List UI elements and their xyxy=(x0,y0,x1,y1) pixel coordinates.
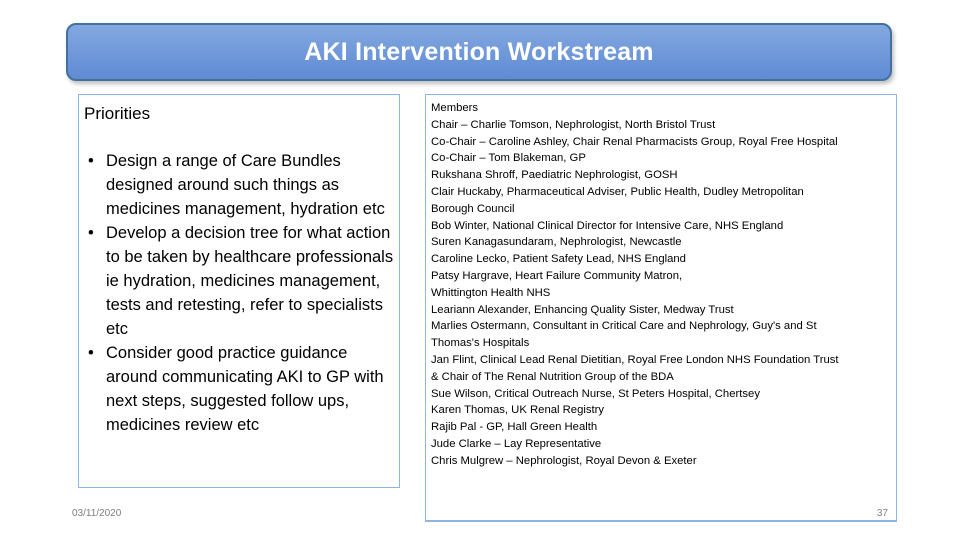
member-line: Clair Huckaby, Pharmaceutical Adviser, Public Health, Dudley Metropolitan xyxy=(431,185,804,198)
member-line: Sue Wilson, Critical Outreach Nurse, St Peters Hospital, Chertsey xyxy=(431,387,760,400)
member-line: & Chair of The Renal Nutrition Group of the BDA xyxy=(431,370,674,383)
member-line: Leariann Alexander, Enhancing Quality Sister, Medway Trust xyxy=(431,303,734,316)
priority-item xyxy=(79,341,399,437)
bullet-icon: • xyxy=(88,344,94,362)
priority-item xyxy=(79,221,399,341)
priority-text: Develop a decision tree for what action to be taken by healthcare professionals ie hydration, medicines management, tests and retesting, refer to specialists etc xyxy=(106,224,394,338)
member-line: Whittington Health NHS xyxy=(431,286,551,299)
member-line: Karen Thomas, UK Renal Registry xyxy=(431,404,605,417)
member-line: Suren Kanagasundaram, Nephrologist, Newcastle xyxy=(431,236,682,249)
member-line: Jan Flint, Clinical Lead Renal Dietitian, Royal Free London NHS Foundation Trust xyxy=(431,353,839,366)
priority-text: Consider good practice guidance around communicating AKI to GP with next steps, suggested follow ups, medicines review etc xyxy=(106,344,384,434)
priorities-list xyxy=(79,149,399,437)
priorities-heading: Priorities xyxy=(84,104,151,123)
member-line: Jude Clarke – Lay Representative xyxy=(431,437,602,450)
members-panel xyxy=(425,94,897,522)
slide-number: 37 xyxy=(876,508,888,519)
member-line: Co-Chair – Caroline Ashley, Chair Renal Pharmacists Group, Royal Free Hospital xyxy=(431,135,838,148)
member-line: Rukshana Shroff, Paediatric Nephrologist, GOSH xyxy=(431,169,678,182)
member-line: Chris Mulgrew – Nephrologist, Royal Devon & Exeter xyxy=(431,454,697,467)
member-line: Caroline Lecko, Patient Safety Lead, NHS England xyxy=(431,253,686,266)
priority-text: Design a range of Care Bundles designed around such things as medicines management, hydration etc xyxy=(106,152,385,218)
title-banner xyxy=(66,23,892,81)
priorities-panel xyxy=(78,94,400,488)
slide-title: AKI Intervention Workstream xyxy=(304,37,654,66)
bullet-icon: • xyxy=(88,224,94,242)
member-line: Thomas's Hospitals xyxy=(431,337,530,350)
member-line: Borough Council xyxy=(431,202,515,215)
member-line: Marlies Ostermann, Consultant in Critical Care and Nephrology, Guy's and St xyxy=(431,320,817,333)
slide-date: 03/11/2020 xyxy=(72,508,122,519)
member-line: Chair – Charlie Tomson, Nephrologist, North Bristol Trust xyxy=(431,118,716,131)
member-line: Co-Chair – Tom Blakeman, GP xyxy=(431,152,586,165)
bullet-icon: • xyxy=(88,152,94,170)
members-list xyxy=(431,100,893,470)
member-line: Patsy Hargrave, Heart Failure Community Matron, xyxy=(431,269,683,282)
member-line: Rajib Pal - GP, Hall Green Health xyxy=(431,421,598,434)
member-line: Bob Winter, National Clinical Director for Intensive Care, NHS England xyxy=(431,219,784,232)
members-heading: Members xyxy=(431,102,479,114)
priority-item xyxy=(79,149,399,221)
